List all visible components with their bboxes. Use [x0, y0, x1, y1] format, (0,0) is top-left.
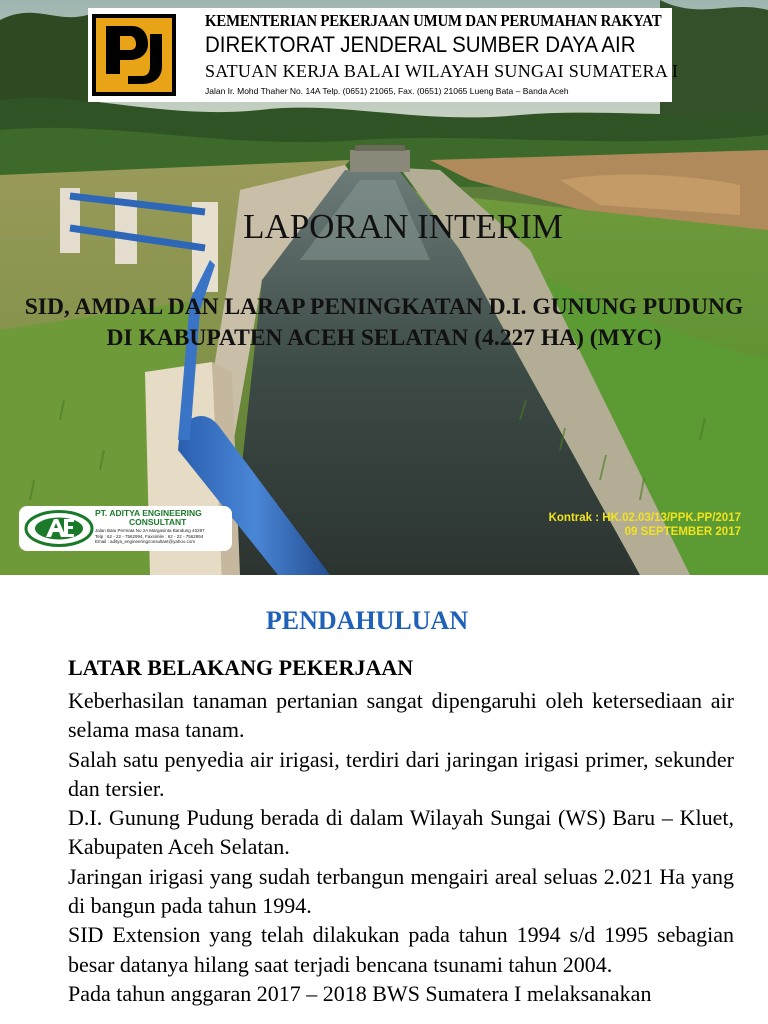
consultant-address-line1: Jalan Batu Permata No 2A Margasinta Bandung 40287 — [95, 528, 205, 533]
report-title: LAPORAN INTERIM — [243, 207, 563, 246]
paragraph: Keberhasilan tanaman pertanian sangat dipengaruhi oleh ketersediaan air selama masa tanam. — [68, 688, 734, 743]
paragraph: Salah satu penyedia air irigasi, terdiri dari jaringan irigasi primer, sekunder dan tersier. — [68, 746, 734, 801]
contract-date: 09 SEPTEMBER 2017 — [624, 526, 741, 538]
consultant-address-line3: Email : aditya_engineeringconsultant@yahoo.com — [95, 539, 196, 544]
background-paragraphs — [68, 686, 734, 1008]
ministry-name: KEMENTERIAN PEKERJAAN UMUM DAN PERUMAHAN RAKYAT — [205, 11, 662, 30]
directorate-name: DIREKTORAT JENDERAL SUMBER DAYA AIR — [205, 32, 636, 57]
paragraph: SID Extension yang telah dilakukan pada tahun 1994 s/d 1995 sebagian besar datanya hilang saat terjadi bencana tsunami tahun 2004. — [68, 922, 734, 977]
consultant-address — [95, 528, 205, 545]
ministry-header — [88, 8, 679, 102]
contract-number: Kontrak : HK.02.03/13/PPK.PP/2017 — [548, 512, 741, 524]
consultant-name-line2: CONSULTANT — [129, 517, 187, 527]
subsection-heading: LATAR BELAKANG PEKERJAAN — [68, 655, 414, 680]
ministry-address: Jalan Ir. Mohd Thaher No. 14A Telp. (0651) 21065, Fax. (0651) 21065 Lueng Bata – Banda Aceh — [205, 86, 569, 96]
paragraph: Pada tahun anggaran 2017 – 2018 BWS Sumatera I melaksanakan — [68, 980, 652, 1006]
pu-ministry-logo — [92, 14, 176, 96]
consultant-badge — [19, 506, 232, 551]
work-unit-name: SATUAN KERJA BALAI WILAYAH SUNGAI SUMATERA I — [205, 61, 679, 81]
section-heading: PENDAHULUAN — [265, 606, 469, 635]
consultant-name — [95, 509, 202, 527]
consultant-address-line2: Telp : 62 - 22 - 7562994, Faxsimile : 62 - 22 - 7562994 — [95, 533, 204, 539]
paragraph: D.I. Gunung Pudung berada di dalam Wilayah Sungai (WS) Baru – Kluet, Kabupaten Aceh Selatan. — [68, 805, 734, 860]
consultant-name-line1: PT. ADITYA ENGINEERING — [95, 508, 202, 518]
paragraph: Jaringan irigasi yang sudah terbangun mengairi areal seluas 2.021 Ha yang di bangun pada tahun 1994. — [68, 863, 734, 919]
ae-logo-icon — [24, 509, 94, 548]
project-subtitle: SID, AMDAL DAN LARAP PENINGKATAN D.I. GUNUNG PUDUNG DI KABUPATEN ACEH SELATAN (4.227 HA) (MYC) — [24, 294, 744, 351]
contract-info — [549, 511, 741, 539]
